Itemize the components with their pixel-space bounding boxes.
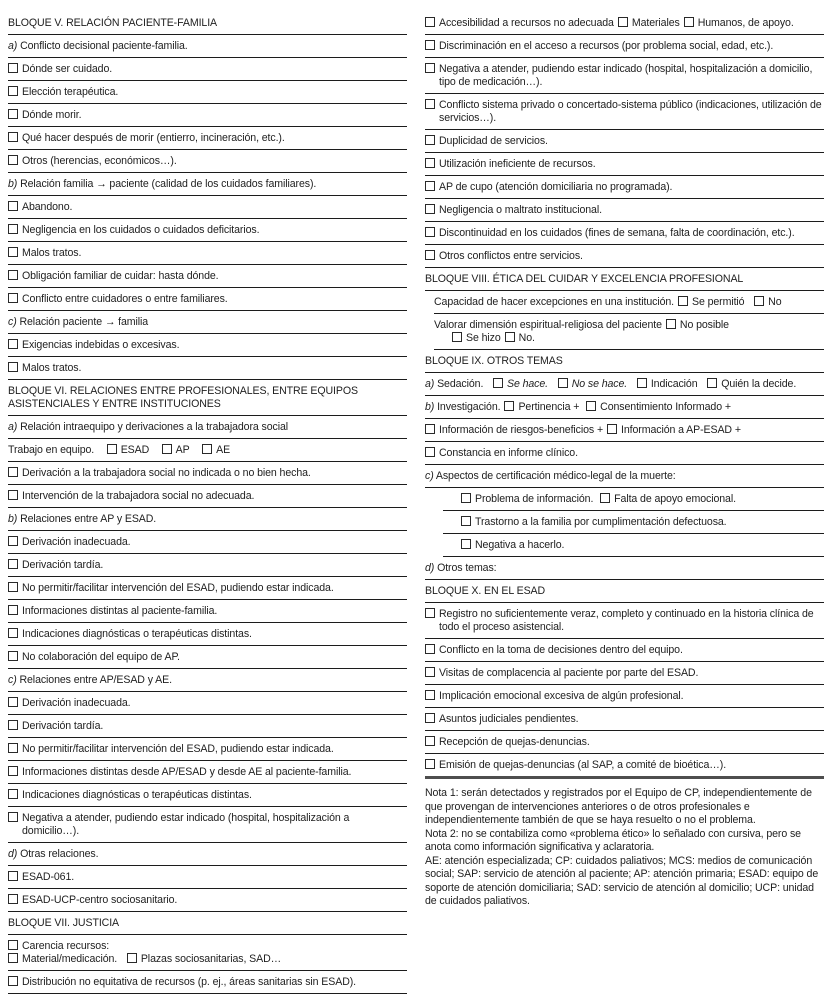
checklist-row bbox=[8, 334, 407, 357]
checkbox[interactable] bbox=[461, 539, 471, 549]
item-text: Exigencias indebidas o excesivas. bbox=[22, 338, 180, 351]
item-text: Se permitió bbox=[692, 295, 751, 308]
checklist-row bbox=[443, 511, 824, 534]
checkbox[interactable] bbox=[8, 536, 18, 546]
item-text: Dónde ser cuidado. bbox=[22, 62, 113, 75]
checklist-row bbox=[8, 242, 407, 265]
item-text: Elección terapéutica. bbox=[22, 85, 119, 98]
checklist-row bbox=[425, 222, 824, 245]
checklist-row bbox=[425, 731, 824, 754]
checklist-row bbox=[425, 662, 824, 685]
checklist-row bbox=[8, 843, 407, 866]
item-text: Conflicto entre cuidadores o entre familiares. bbox=[22, 292, 228, 305]
checklist-row bbox=[8, 577, 407, 600]
checkbox[interactable] bbox=[8, 109, 18, 119]
item-text: No posible bbox=[679, 318, 729, 331]
item-text: Visitas de complacencia al paciente por parte del ESAD. bbox=[439, 666, 699, 679]
item-text: No. bbox=[518, 331, 535, 344]
checkbox[interactable] bbox=[8, 812, 18, 822]
item-text: Derivación tardía. bbox=[22, 558, 104, 571]
checkbox[interactable] bbox=[607, 424, 617, 434]
item-text: Accesibilidad a recursos no adecuada bbox=[439, 16, 614, 29]
checkbox[interactable] bbox=[425, 644, 435, 654]
item-text: Otros temas: bbox=[434, 561, 497, 574]
item-text: ESAD-061. bbox=[22, 870, 75, 883]
checkbox[interactable] bbox=[425, 608, 435, 618]
checkbox[interactable] bbox=[8, 467, 18, 477]
item-text: Derivación inadecuada. bbox=[22, 535, 131, 548]
checkbox[interactable] bbox=[8, 132, 18, 142]
item-text: Relación paciente → familia bbox=[16, 315, 149, 328]
item-text: Abandono. bbox=[22, 200, 73, 213]
checklist-row bbox=[434, 314, 824, 350]
item-text: No permitir/facilitar intervención del ESAD, pudiendo estar indicada. bbox=[22, 581, 334, 594]
checklist-row bbox=[8, 935, 407, 971]
item-letter: c) bbox=[8, 673, 17, 686]
checklist-row bbox=[425, 557, 824, 580]
item-text: Indicación bbox=[650, 377, 704, 390]
item-text: Plazas sociosanitarias, SAD… bbox=[140, 952, 282, 965]
item-text: No colaboración del equipo de AP. bbox=[22, 650, 180, 663]
checkbox[interactable] bbox=[505, 332, 515, 342]
checklist-row bbox=[425, 465, 824, 488]
checklist-row bbox=[8, 623, 407, 646]
checkbox[interactable] bbox=[8, 720, 18, 730]
checklist-row bbox=[8, 288, 407, 311]
checkbox[interactable] bbox=[425, 667, 435, 677]
item-text: Relación familia → paciente (calidad de los cuidados familiares). bbox=[17, 177, 317, 190]
item-text: ESAD-UCP-centro sociosanitario. bbox=[22, 893, 178, 906]
checkbox[interactable] bbox=[202, 444, 212, 454]
checklist-row bbox=[425, 419, 824, 442]
checkbox[interactable] bbox=[8, 559, 18, 569]
checkbox[interactable] bbox=[8, 63, 18, 73]
checkbox[interactable] bbox=[586, 401, 596, 411]
checklist-row bbox=[425, 754, 824, 779]
item-text: Emisión de quejas-denuncias (al SAP, a comité de bioética…). bbox=[439, 758, 727, 771]
checkbox[interactable] bbox=[8, 155, 18, 165]
item-text: Relaciones entre AP/ESAD y AE. bbox=[16, 673, 172, 686]
checklist-row bbox=[8, 265, 407, 288]
item-text: Conflicto en la toma de decisiones dentro del equipo. bbox=[439, 643, 683, 656]
item-text: Qué hacer después de morir (entierro, incineración, etc.). bbox=[22, 131, 285, 144]
checkbox[interactable] bbox=[8, 270, 18, 280]
item-text: Utilización ineficiente de recursos. bbox=[439, 157, 596, 170]
section-title: BLOQUE X. EN EL ESAD bbox=[425, 584, 546, 597]
checkbox[interactable] bbox=[425, 690, 435, 700]
checkbox[interactable] bbox=[618, 17, 628, 27]
item-text: AE bbox=[216, 443, 231, 456]
checklist-row bbox=[8, 439, 407, 462]
item-text: Negativa a atender, pudiendo estar indicado (hospital, hospitalización a domicilio, tipo de medicación…). bbox=[439, 62, 813, 88]
item-letter: b) bbox=[8, 177, 18, 190]
item-letter: a) bbox=[425, 377, 435, 390]
item-text: Conflicto sistema privado o concertado-sistema público (indicaciones, utilización de servicios…). bbox=[439, 98, 822, 124]
checkbox[interactable] bbox=[8, 976, 18, 986]
checklist-row bbox=[8, 669, 407, 692]
item-text: Información a AP-ESAD + bbox=[621, 423, 741, 436]
checkbox[interactable] bbox=[666, 319, 676, 329]
checklist-row bbox=[8, 81, 407, 104]
item-letter: a) bbox=[8, 420, 18, 433]
checkbox[interactable] bbox=[425, 63, 435, 73]
item-text: AP de cupo (atención domiciliaria no programada). bbox=[439, 180, 673, 193]
checklist-row bbox=[8, 58, 407, 81]
item-text: Discriminación en el acceso a recursos (por problema social, edad, etc.). bbox=[439, 39, 774, 52]
checkbox[interactable] bbox=[425, 759, 435, 769]
checklist-row bbox=[425, 442, 824, 465]
checklist-row bbox=[425, 603, 824, 639]
item-text: Capacidad de hacer excepciones en una institución. bbox=[434, 295, 674, 308]
checklist-row bbox=[8, 761, 407, 784]
checklist-row bbox=[8, 35, 407, 58]
checkbox[interactable] bbox=[461, 493, 471, 503]
checklist-row bbox=[8, 219, 407, 242]
checklist-row bbox=[425, 396, 824, 419]
item-text: Indicaciones diagnósticas o terapéuticas distintas. bbox=[22, 627, 252, 640]
item-text: Otros (herencias, económicos…). bbox=[22, 154, 177, 167]
checkbox[interactable] bbox=[425, 424, 435, 434]
section-header bbox=[425, 350, 824, 373]
checklist-row bbox=[8, 485, 407, 508]
checkbox[interactable] bbox=[8, 651, 18, 661]
checkbox[interactable] bbox=[8, 743, 18, 753]
checkbox[interactable] bbox=[493, 378, 503, 388]
checklist-row bbox=[425, 245, 824, 268]
section-header bbox=[8, 912, 407, 935]
item-text: Negativa a hacerlo. bbox=[475, 538, 565, 551]
checkbox[interactable] bbox=[8, 894, 18, 904]
checklist-row bbox=[8, 104, 407, 127]
checkbox[interactable] bbox=[425, 204, 435, 214]
checklist-row bbox=[8, 357, 407, 380]
item-text: Constancia en informe clínico. bbox=[439, 446, 578, 459]
item-text: Indicaciones diagnósticas o terapéuticas distintas. bbox=[22, 788, 252, 801]
checkbox[interactable] bbox=[127, 953, 137, 963]
section-header bbox=[8, 12, 407, 35]
item-text: Valorar dimensión espiritual-religiosa del paciente bbox=[434, 318, 662, 331]
checkbox[interactable] bbox=[8, 86, 18, 96]
checkbox[interactable] bbox=[162, 444, 172, 454]
checklist-row bbox=[8, 554, 407, 577]
item-text: Negligencia en los cuidados o cuidados deficitarios. bbox=[22, 223, 260, 236]
item-text: Sedación. bbox=[434, 377, 489, 390]
item-text: Trabajo en equipo. bbox=[8, 443, 103, 456]
checkbox[interactable] bbox=[8, 224, 18, 234]
checkbox[interactable] bbox=[8, 247, 18, 257]
checkbox[interactable] bbox=[425, 135, 435, 145]
checklist-row bbox=[443, 534, 824, 557]
item-text: Dónde morir. bbox=[22, 108, 82, 121]
checkbox[interactable] bbox=[425, 17, 435, 27]
item-text: Asuntos judiciales pendientes. bbox=[439, 712, 579, 725]
item-text: Obligación familiar de cuidar: hasta dónde. bbox=[22, 269, 219, 282]
checklist-row bbox=[8, 807, 407, 843]
checklist-row bbox=[443, 488, 824, 511]
checkbox[interactable] bbox=[425, 736, 435, 746]
checkbox[interactable] bbox=[107, 444, 117, 454]
item-text: Duplicidad de servicios. bbox=[439, 134, 548, 147]
checklist-row bbox=[8, 127, 407, 150]
item-text: Derivación a la trabajadora social no indicada o no bien hecha. bbox=[22, 466, 311, 479]
checklist-row bbox=[425, 94, 824, 130]
checklist-row bbox=[425, 708, 824, 731]
note-line: Nota 2: no se contabiliza como «problema ético» lo señalado con cursiva, pero se anota como información significativa y aclaratoria. bbox=[425, 827, 801, 853]
column-right bbox=[425, 12, 824, 994]
checklist-row bbox=[425, 153, 824, 176]
checkbox[interactable] bbox=[8, 766, 18, 776]
checklist-row bbox=[425, 373, 824, 396]
checkbox[interactable] bbox=[684, 17, 694, 27]
item-text: ESAD bbox=[120, 443, 158, 456]
checkbox[interactable] bbox=[8, 293, 18, 303]
checklist-row bbox=[8, 600, 407, 623]
checkbox[interactable] bbox=[637, 378, 647, 388]
item-text: Malos tratos. bbox=[22, 361, 82, 374]
item-text: Relaciones entre AP y ESAD. bbox=[17, 512, 157, 525]
item-text: Informaciones distintas al paciente-familia. bbox=[22, 604, 218, 617]
item-text: Se hizo bbox=[466, 331, 501, 344]
item-text: AP bbox=[175, 443, 199, 456]
item-text: Pertinencia + bbox=[518, 400, 583, 413]
item-text: No bbox=[768, 295, 782, 308]
checkbox[interactable] bbox=[425, 40, 435, 50]
item-text: Carencia recursos: bbox=[22, 939, 110, 952]
checklist-row bbox=[8, 971, 407, 994]
item-text: Aspectos de certificación médico-legal de la muerte: bbox=[433, 469, 676, 482]
item-text: Material/medicación. bbox=[22, 952, 123, 965]
checklist-row bbox=[425, 639, 824, 662]
checkbox[interactable] bbox=[461, 516, 471, 526]
item-text: Problema de información. bbox=[475, 492, 597, 505]
checkbox[interactable] bbox=[425, 181, 435, 191]
item-text: No permitir/facilitar intervención del ESAD, pudiendo estar indicada. bbox=[22, 742, 334, 755]
checkbox[interactable] bbox=[504, 401, 514, 411]
checkbox[interactable] bbox=[707, 378, 717, 388]
item-text: Investigación. bbox=[434, 400, 501, 413]
section-title: BLOQUE V. RELACIÓN PACIENTE-FAMILIA bbox=[8, 16, 218, 29]
checklist-row bbox=[425, 35, 824, 58]
item-letter: b) bbox=[425, 400, 435, 413]
checkbox[interactable] bbox=[8, 953, 18, 963]
checklist-row bbox=[425, 176, 824, 199]
item-letter: c) bbox=[8, 315, 17, 328]
checkbox[interactable] bbox=[8, 339, 18, 349]
section-header bbox=[425, 580, 824, 603]
note-line: Nota 1: serán detectados y registrados por el Equipo de CP, independientemente de que provengan de intervenciones anteriores o de otros profesionales e independientemente también de que se haya resuelto o no el problema. bbox=[425, 787, 812, 826]
checkbox[interactable] bbox=[558, 378, 568, 388]
checklist-row bbox=[8, 738, 407, 761]
checkbox[interactable] bbox=[754, 296, 764, 306]
note-line: AE: atención especializada; CP: cuidados paliativos; MCS: medios de comunicación social; SAP: servicio de atención al paciente; AP: atención primaria; ESAD: equipo de soporte de atención domiciliaria; SAD: servicio de atención al domicilio; UCP: unidad de cuidados paliativos. bbox=[425, 854, 819, 907]
checkbox[interactable] bbox=[425, 99, 435, 109]
column-left bbox=[8, 12, 407, 994]
item-letter: No se hace. bbox=[571, 377, 633, 390]
checklist-row bbox=[425, 685, 824, 708]
item-text: Informaciones distintas desde AP/ESAD y desde AE al paciente-familia. bbox=[22, 765, 352, 778]
item-text: Recepción de quejas-denuncias. bbox=[439, 735, 590, 748]
footnotes bbox=[425, 779, 824, 909]
checkbox[interactable] bbox=[8, 201, 18, 211]
item-text: Conflicto decisional paciente-familia. bbox=[17, 39, 188, 52]
item-text: Derivación inadecuada. bbox=[22, 696, 131, 709]
checklist-row bbox=[8, 196, 407, 219]
item-letter: a) bbox=[8, 39, 18, 52]
item-text: Registro no suficientemente veraz, completo y continuado en la historia clínica de todo el proceso asistencial. bbox=[439, 607, 814, 633]
checkbox[interactable] bbox=[452, 332, 462, 342]
item-text: Humanos, de apoyo. bbox=[697, 16, 794, 29]
checklist-row bbox=[8, 889, 407, 912]
checklist-row bbox=[425, 12, 824, 35]
item-text: Falta de apoyo emocional. bbox=[614, 492, 736, 505]
checkbox[interactable] bbox=[425, 447, 435, 457]
checklist-row bbox=[8, 646, 407, 669]
checklist-row bbox=[8, 784, 407, 807]
checklist-row bbox=[8, 416, 407, 439]
item-text: Relación intraequipo y derivaciones a la trabajadora social bbox=[17, 420, 289, 433]
checklist-row bbox=[8, 692, 407, 715]
item-text: Otras relaciones. bbox=[17, 847, 99, 860]
checkbox[interactable] bbox=[8, 628, 18, 638]
checklist-row bbox=[8, 311, 407, 334]
checkbox[interactable] bbox=[8, 490, 18, 500]
item-text: Consentimiento Informado + bbox=[600, 400, 731, 413]
item-text: Derivación tardía. bbox=[22, 719, 104, 732]
checklist-row bbox=[425, 130, 824, 153]
item-text: Otros conflictos entre servicios. bbox=[439, 249, 583, 262]
section-title: BLOQUE VII. JUSTICIA bbox=[8, 916, 120, 929]
section-title: BLOQUE IX. OTROS TEMAS bbox=[425, 354, 563, 367]
checklist-row bbox=[8, 866, 407, 889]
checkbox[interactable] bbox=[425, 713, 435, 723]
checkbox[interactable] bbox=[425, 227, 435, 237]
checkbox[interactable] bbox=[425, 158, 435, 168]
item-text: Materiales bbox=[631, 16, 680, 29]
checklist-row bbox=[8, 508, 407, 531]
checkbox[interactable] bbox=[8, 582, 18, 592]
section-title: BLOQUE VIII. ÉTICA DEL CUIDAR Y EXCELENCIA PROFESIONAL bbox=[425, 272, 744, 285]
checklist-row bbox=[8, 173, 407, 196]
item-text: Distribución no equitativa de recursos (p. ej., áreas sanitarias sin ESAD). bbox=[22, 975, 357, 988]
item-letter: c) bbox=[425, 469, 434, 482]
item-text: Discontinuidad en los cuidados (fines de semana, falta de coordinación, etc.). bbox=[439, 226, 795, 239]
checkbox[interactable] bbox=[8, 697, 18, 707]
section-header bbox=[425, 268, 824, 291]
item-letter: d) bbox=[8, 847, 18, 860]
item-text: Intervención de la trabajadora social no adecuada. bbox=[22, 489, 255, 502]
item-text: Quién la decide. bbox=[721, 377, 797, 390]
checklist-row bbox=[425, 58, 824, 94]
section-header bbox=[8, 380, 407, 416]
checkbox[interactable] bbox=[600, 493, 610, 503]
checkbox[interactable] bbox=[8, 605, 18, 615]
checklist-row bbox=[8, 531, 407, 554]
item-text: Malos tratos. bbox=[22, 246, 82, 259]
item-text: Implicación emocional excesiva de algún profesional. bbox=[439, 689, 684, 702]
checklist-row bbox=[8, 715, 407, 738]
item-letter: Se hace. bbox=[506, 377, 554, 390]
checklist-row bbox=[8, 462, 407, 485]
item-text: Información de riesgos-beneficios + bbox=[439, 423, 604, 436]
checklist-row bbox=[425, 199, 824, 222]
checklist-row bbox=[8, 150, 407, 173]
checkbox[interactable] bbox=[8, 871, 18, 881]
checkbox[interactable] bbox=[8, 789, 18, 799]
checkbox[interactable] bbox=[678, 296, 688, 306]
item-text: Trastorno a la familia por cumplimentación defectuosa. bbox=[475, 515, 727, 528]
checkbox[interactable] bbox=[425, 250, 435, 260]
checkbox[interactable] bbox=[8, 362, 18, 372]
item-text: Negativa a atender, pudiendo estar indicado (hospital, hospitalización a domicilio…). bbox=[22, 811, 350, 837]
item-letter: b) bbox=[8, 512, 18, 525]
checklist-row bbox=[434, 291, 824, 314]
item-text: Negligencia o maltrato institucional. bbox=[439, 203, 602, 216]
checkbox[interactable] bbox=[8, 940, 18, 950]
section-title: BLOQUE VI. RELACIONES ENTRE PROFESIONALES, ENTRE EQUIPOS ASISTENCIALES Y ENTRE INSTITUCIONES bbox=[8, 384, 358, 410]
item-letter: d) bbox=[425, 561, 435, 574]
